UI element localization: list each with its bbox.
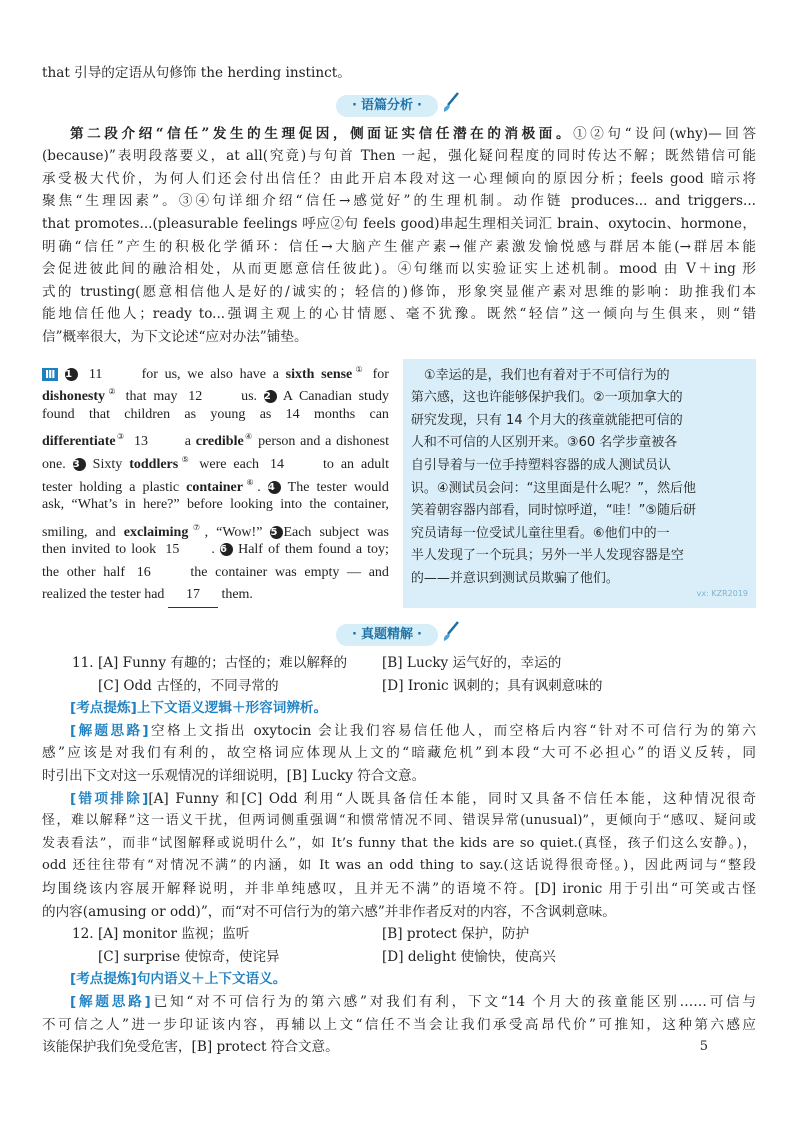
analysis-line: 能地信任他人；ready to...强调主观上的心甘情愿、毫不犹豫。既然“轻信”这一倾向与生俱来，则“错 — [42, 306, 756, 323]
passage-text: , “Wow!” — [204, 524, 263, 540]
analysis-line: 会促进彼此间的融洽相处，从而更愿意信任彼此)。④句继而以实验证实上述机制。mood 由 V＋ing 形 — [42, 261, 756, 278]
section-header-answers — [42, 620, 756, 646]
solution-label: [解题思路] — [70, 993, 151, 1010]
passage-section — [42, 359, 756, 609]
sentence-marker-1-icon: 1 — [65, 368, 78, 381]
option-a: 12. [A] monitor 监视；监听 — [72, 926, 250, 943]
badge-answers: · 真题精解 · — [336, 624, 438, 646]
passage-text: smiling, and — [42, 524, 116, 540]
vocab-word: sixth sense — [285, 366, 353, 382]
translation-line: 的——并意识到测试员欺骗了他们。 — [410, 570, 619, 586]
passage-text: for us, we also have a — [141, 366, 279, 382]
analysis-line: 承受极大代价，为何人们还会付出信任？由此开启本段对这一心理倾向的原因分析；feels good 暗示将 — [42, 170, 756, 187]
option-b: [B] Lucky 运气好的，幸运的 — [382, 655, 562, 672]
analysis-line: 式的 trusting(愿意相信他人是好的/诚实的；轻信的)修饰，形象突显催产素对思维的影响：助推我们本 — [42, 283, 756, 300]
passage-text: for — [372, 366, 389, 382]
badge-analysis: · 语篇分析 · — [336, 95, 438, 117]
top-line: that 引导的定语从句修饰 the herding instinct。 — [42, 65, 351, 81]
blank-13[interactable]: 13 — [130, 431, 180, 449]
analysis-text: ①②句“设问(why)—回答 — [573, 125, 756, 142]
question-12 — [42, 923, 756, 1059]
translation-line: 研究发现，只有 14 个月大的孩童就能把可信的 — [410, 412, 683, 428]
blank-11[interactable]: 11 — [85, 364, 135, 382]
passage-text: us. — [241, 389, 258, 404]
brush-icon — [440, 91, 462, 121]
translation-line: 究员请每一位受试儿童往里看。⑥他们中的一 — [410, 525, 670, 541]
sentence-marker-5-icon: 5 — [270, 526, 283, 539]
vocab-word: container — [186, 479, 243, 495]
passage-text: tester holding a plastic — [42, 479, 180, 495]
sentence-marker-4-icon: 4 — [268, 481, 281, 494]
passage-text: that may — [125, 389, 178, 404]
passage-text: then invited to look — [42, 542, 157, 558]
key-point-label: [考点提炼] — [70, 700, 137, 717]
key-point-label: [考点提炼] — [70, 971, 137, 988]
solution-text: 时引出下文对这一乐观情况的详细说明，[B] Lucky 符合文意。 — [42, 768, 426, 785]
passage-text: A Canadian study — [282, 389, 389, 404]
translation-line: 人和不可信的人区别开来。③60 名学步童被各 — [410, 435, 678, 451]
blank-12[interactable]: 12 — [184, 386, 234, 404]
solution-text: 该能保护我们免受危害，[B] protect 符合文意。 — [42, 1039, 339, 1056]
badge-answers-label: 真题精解 — [360, 627, 413, 643]
passage-text: found that children as young as 14 months can — [42, 406, 389, 422]
distractor-text: 的内容(amusing or odd)”，而“对不可信行为的第六感”并非作者反对的内容，不含讽刺意味。 — [42, 903, 616, 920]
solution-label: [解题思路] — [70, 722, 149, 739]
blank-16[interactable]: 16 — [133, 562, 183, 585]
question-11 — [42, 652, 756, 923]
translation-line: ①幸运的是，我们也有着对于不可信行为的 — [410, 367, 670, 383]
vocab-word: differentiate — [42, 434, 116, 449]
option-d: [D] delight 使愉快，使高兴 — [382, 948, 556, 965]
distractor-text: 均围绕该内容展开解释说明，并非单纯感叹，且并无不满”的语境不符。[D] ironic 用于引出“可笑或古怪 — [42, 881, 756, 897]
distractor-text: odd 还往往带有“对情况不满”的内涵，如 It was an odd thing to say.(这话说得很奇怪。)，因此两词与“整段 — [42, 858, 756, 874]
solution-text: 空格上文指出 oxytocin 会让我们容易信任他人，而空格后内容“针对不可信行为的第六 — [148, 722, 756, 739]
passage-text: Sixty — [92, 456, 123, 472]
passage-text: realized the tester had — [42, 587, 165, 603]
analysis-line: (because)”表明段落要义，at all(究竟)与句首 Then 一起，强化疑问程度的同时传达不解；既然错信可能 — [42, 148, 756, 165]
translation-box — [403, 359, 756, 609]
vocab-word: exclaiming — [123, 524, 189, 540]
section-header-analysis — [42, 91, 756, 117]
page-content — [42, 62, 756, 1059]
analysis-line: that promotes...(pleasurable feelings 呼应②句 feels good)串起生理相关词汇 brain、oxytocin、hormone， — [42, 215, 756, 232]
translation-line: 半人发现了一个玩具；另外一半人发现容器是空 — [410, 548, 684, 564]
sentence-marker-2-icon: 2 — [264, 390, 277, 403]
analysis-bold-lead: 第二段介绍“信任”发生的生理促因，侧面证实信任潜在的消极面。 — [70, 125, 574, 142]
key-point-text: 上下文语义逻辑＋形容词辨析。 — [136, 700, 328, 717]
translation-line: 第六感，这也许能够保护我们。②一项加拿大的 — [410, 390, 683, 406]
passage-text: Each subject was — [283, 524, 389, 540]
watermark: vx: KZR2019 — [696, 589, 748, 599]
key-point-text: 句内语义＋上下文语义。 — [136, 971, 287, 988]
passage-english: Ⅲ 1 11 for us, we also have a sixth sense① for dishonesty② that may 12 us. 2 A Canadian study found that children as young as 14 months can differentiate③ 13 a credible④ person and a dishonest one. 3 Sixty toddlers⑤ were each 14 to an adult tester holding a plastic container⑥. 4 The tester would ask, “What’s in here?” before looking into the container, smiling, and exclaiming⑦, “Wow!” 5 Each subject was then invited to look 15 . 6 Half of them found a toy; the other half 16 the container was empty — and realized the tester had 17 them. — [42, 359, 389, 609]
blank-15[interactable]: 15 — [161, 539, 211, 562]
passage-text: . — [257, 479, 261, 495]
option-a: 11. [A] Funny 有趣的；古怪的；难以解释的 — [72, 655, 348, 672]
passage-text: the container was empty — and — [190, 564, 389, 580]
passage-text: to an adult — [323, 456, 389, 472]
distractor-text: 发表看法”，而非“试图解释或说明什么”，如 It’s funny that the kids are so quiet.(真怪，孩子们这么安静。)， — [42, 835, 756, 851]
brush-icon — [440, 620, 462, 650]
sentence-marker-6-icon: 6 — [220, 543, 233, 556]
analysis-line: 信”概率很大，为下文论述“应对办法”铺垫。 — [42, 328, 308, 345]
option-d: [D] Ironic 讽刺的；具有讽刺意味的 — [382, 677, 603, 694]
analysis-paragraph — [42, 123, 756, 349]
analysis-line: 聚焦“生理因素”。③④句详细介绍“信任→感觉好”的生理机制。动作链 produces... and triggers... — [42, 193, 756, 210]
vocab-word: toddlers — [129, 456, 179, 472]
solution-text: 不可信之人”进一步印证该内容，再辅以上文“信任不当会让我们承受高昂代价”可推知，这种第六感应 — [42, 1016, 756, 1033]
passage-text: The tester would — [287, 479, 389, 495]
passage-text: them. — [221, 587, 253, 603]
passage-text: ask, “What’s in here?” before looking into the container, — [42, 497, 389, 513]
page-number: 5 — [699, 1039, 708, 1054]
passage-text: one. — [42, 456, 66, 472]
passage-text: Half of them found a toy; — [238, 542, 389, 558]
analysis-line: 明确“信任”产生的积极化学循环：信任→大脑产生催产素→催产素激发愉悦感与群居本能(→群居本能 — [42, 238, 756, 255]
passage-text: person and a dishonest — [258, 434, 389, 449]
blank-17[interactable]: 17 — [168, 584, 218, 608]
translation-line: 识。④测试员会问：“这里面是什么呢？”，然后他 — [410, 480, 697, 496]
analysis-line — [42, 123, 756, 146]
passage-text: the other half — [42, 564, 125, 580]
solution-text: 感”应该是对我们有利的，故空格词应体现从上文的“暗藏危机”到本段“大可不必担心”的语义反转，同 — [42, 745, 756, 762]
sentence-marker-3-icon: 3 — [73, 458, 86, 471]
distractor-text: 怪，难以解释”这一语义干扰，但两词侧重强调“和惯常情况不同、错误异常(unusual)”，更倾向于“感叹、疑问或 — [42, 813, 756, 829]
translation-line: 笑着朝容器内部看，同时惊呼道，“哇！”⑤随后研 — [410, 503, 697, 519]
blank-14[interactable]: 14 — [266, 454, 316, 472]
badge-analysis-label: 语篇分析 — [360, 97, 413, 113]
option-b: [B] protect 保护，防护 — [382, 926, 530, 943]
solution-text: 已知“对不可信行为的第六感”对我们有利，下文“14 个月大的孩童能区别……可信与 — [150, 993, 756, 1010]
translation-line: 自引导着与一位手持塑料容器的成人测试员认 — [410, 457, 671, 473]
option-c: [C] surprise 使惊奇，使诧异 — [98, 948, 280, 965]
option-c: [C] Odd 古怪的，不同寻常的 — [98, 677, 279, 694]
passage-text: were each — [199, 456, 260, 472]
distractor-text: [A] Funny 和[C] Odd 利用“人既具备信任本能，同时又具备不信任本能，这种情况很奇 — [148, 790, 756, 807]
passage-text: a — [184, 434, 191, 449]
distractor-label: [错项排除] — [70, 790, 149, 807]
vocab-word: credible — [195, 434, 244, 449]
vocab-word: dishonesty — [42, 389, 106, 404]
passage-text: . — [211, 542, 215, 558]
roman-numeral: Ⅲ — [42, 368, 58, 382]
